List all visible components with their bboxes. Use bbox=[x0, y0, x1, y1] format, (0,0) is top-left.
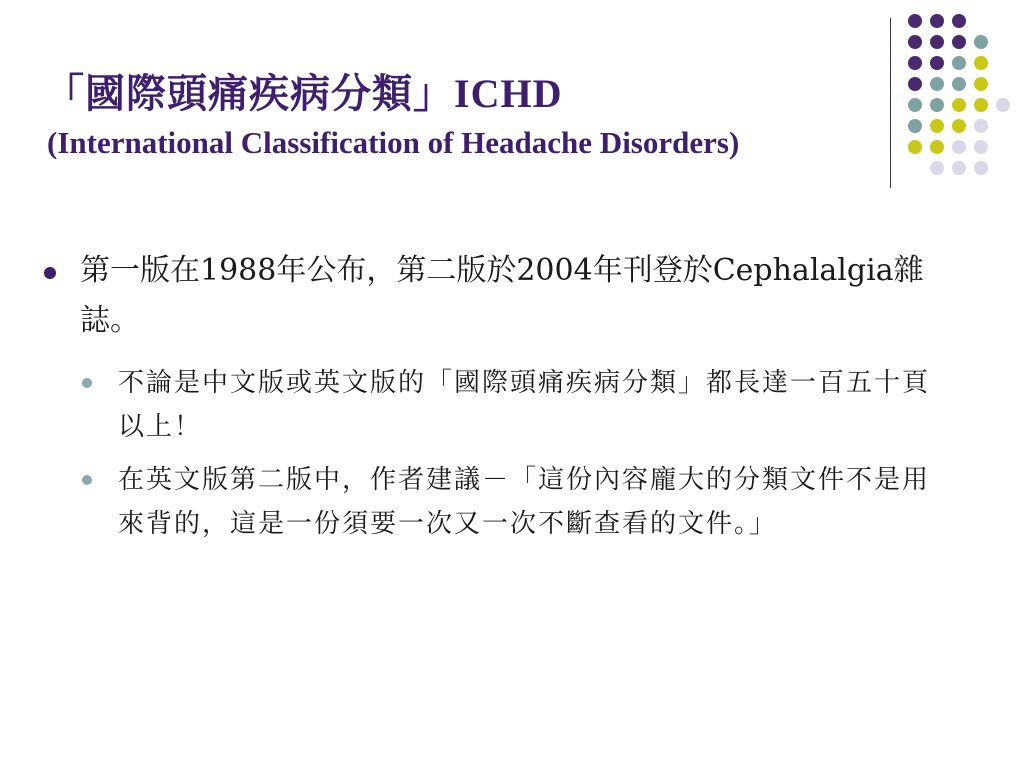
bullet-text: 第一版在1988年公布，第二版於2004年刊登於Cephalalgia雜誌。 bbox=[80, 253, 924, 338]
sub-bullet-marker bbox=[82, 475, 92, 485]
sub-bullet-text: 不論是中文版或英文版的「國際頭痛疾病分類」都長達一百五十頁以上！ bbox=[118, 368, 931, 442]
decorative-dot bbox=[952, 14, 966, 28]
decorative-dot bbox=[974, 35, 988, 49]
decorative-dot bbox=[974, 140, 988, 154]
decorative-dot bbox=[952, 161, 966, 175]
decorative-dot bbox=[974, 119, 988, 133]
decorative-dot bbox=[908, 119, 922, 133]
decorative-dot bbox=[974, 161, 988, 175]
decorative-dot bbox=[930, 14, 944, 28]
decorative-dot bbox=[930, 140, 944, 154]
decorative-dot bbox=[930, 161, 944, 175]
sub-bullet-text: 在英文版第二版中，作者建議－「這份內容龐大的分類文件不是用來背的，這是一份須要一次又一次不斷查看的文件。」 bbox=[118, 465, 931, 539]
decorative-dot bbox=[952, 119, 966, 133]
decorative-dot bbox=[974, 56, 988, 70]
decorative-dot bbox=[974, 77, 988, 91]
decorative-dot bbox=[952, 77, 966, 91]
decorative-dot bbox=[930, 119, 944, 133]
decorative-dot bbox=[996, 98, 1010, 112]
decorative-dot bbox=[952, 56, 966, 70]
decorative-dot bbox=[974, 98, 988, 112]
decorative-dot bbox=[908, 56, 922, 70]
decorative-divider bbox=[890, 18, 891, 188]
decorative-dot bbox=[908, 98, 922, 112]
decorative-dot bbox=[952, 140, 966, 154]
decorative-dot bbox=[908, 35, 922, 49]
decorative-dot bbox=[930, 77, 944, 91]
decorative-dot bbox=[930, 56, 944, 70]
bullet-marker bbox=[44, 267, 56, 279]
slide-subtitle: (International Classification of Headache Disorders) bbox=[47, 125, 740, 160]
slide-title bbox=[44, 62, 562, 119]
decorative-dot bbox=[908, 77, 922, 91]
decorative-dot bbox=[952, 98, 966, 112]
sub-bullet-marker bbox=[82, 378, 92, 388]
decorative-dot bbox=[908, 14, 922, 28]
decorative-dot bbox=[930, 35, 944, 49]
decorative-dot bbox=[952, 35, 966, 49]
decorative-dot bbox=[930, 98, 944, 112]
decorative-dot bbox=[908, 140, 922, 154]
title-abbreviation: ICHD bbox=[454, 71, 563, 116]
title-chinese: 「國際頭痛疾病分類」 bbox=[44, 70, 454, 117]
